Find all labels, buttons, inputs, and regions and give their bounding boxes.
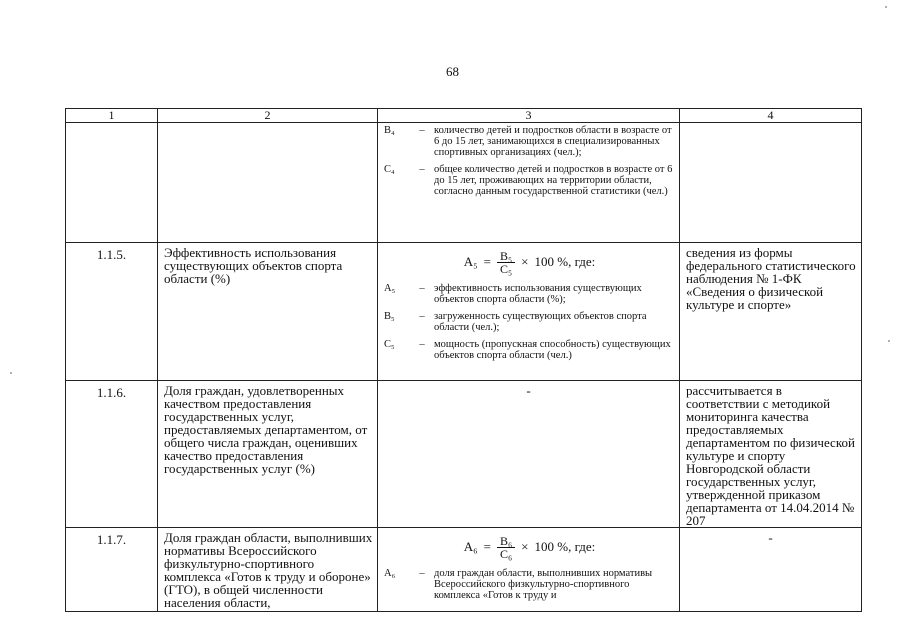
formula-fraction [497,250,515,275]
formula-denominator: C₆ [499,546,513,561]
column-header-1: 1 [66,109,158,123]
indicator-name: Доля граждан области, выполнивших нормативы Всероссийского физкультурно-спортивного комплекса «Готов к труду и обороне» (ГТО), в общей численности населения области, [158,528,378,612]
scan-speck [885,6,887,8]
table-row [66,381,862,528]
formula-equals: = [483,539,491,554]
data-source: сведения из формы федерального статистического наблюдения № 1-ФК «Сведения о физической культуре и спорте» [680,243,862,381]
scan-speck [888,340,890,342]
formula-rhs: 100 %, где: [534,539,596,554]
definition-text: количество детей и подростков области в возрасте от 6 до 15 лет, занимающихся в специализированных спортивных организациях (чел.); [434,125,672,158]
formula-numerator: B₅ [497,250,515,263]
definition-item [384,311,675,333]
table-row [66,243,862,381]
definition-dash: – [419,164,425,175]
calculation-cell [378,243,680,381]
formula-equals: = [483,254,491,269]
formula-numerator: B₆ [497,535,515,548]
column-header-2: 2 [158,109,378,123]
row-number: 1.1.6. [66,381,158,528]
definition-text: общее количество детей и подростков в возрасте от 6 до 15 лет, проживающих на территории области, согласно данным государственной статистики (чел.) [434,164,673,197]
page-number: 68 [446,64,459,79]
definition-symbol: C₅ [384,339,395,350]
definition-item [384,125,675,158]
row-number: 1.1.5. [66,243,158,381]
formula-times: × [521,539,529,554]
definition-symbol: A₆ [384,568,396,579]
data-source: - [680,528,862,612]
formula [384,247,675,277]
calculation-cell: - [378,381,680,528]
definition-item [384,339,675,361]
definition-text: загруженность существующих объектов спорта области (чел.); [434,311,647,333]
formula-times: × [521,254,529,269]
definition-symbol: B₅ [384,311,395,322]
definition-text: эффективность использования существующих объектов спорта области (%); [434,283,642,305]
row-number [66,123,158,243]
table-row [66,528,862,612]
table-header-row [66,109,862,123]
definition-text: мощность (пропускная способность) существующих объектов спорта области (чел.) [434,339,671,361]
column-header-3: 3 [378,109,680,123]
column-header-4: 4 [680,109,862,123]
definition-dash: – [419,125,425,136]
definition-symbol: C₄ [384,164,395,175]
data-source [680,123,862,243]
formula-fraction [497,535,515,560]
definition-dash: – [419,339,425,350]
definition-dash: – [419,283,425,294]
indicator-name [158,123,378,243]
definition-text: доля граждан области, выполнивших нормативы Всероссийского физкультурно-спортивного комплекса «Готов к труду и [434,568,653,601]
row-number: 1.1.7. [66,528,158,612]
definition-symbol: B₄ [384,125,395,136]
indicator-name: Эффективность использования существующих объектов спорта области (%) [158,243,378,381]
definition-item [384,283,675,305]
data-source: рассчитывается в соответствии с методикой мониторинга качества предоставляемых департаментом по физической культуре и спорту Новгородской области государственных услуг, утвержденной приказом департамента от 14.04.2014 № 207 [680,381,862,528]
definition-dash: – [419,568,425,579]
formula [384,532,675,562]
formula-lhs: A₅ [463,254,478,269]
definition-symbol: A₅ [384,283,396,294]
calculation-cell [378,123,680,243]
formula-denominator: C₅ [499,261,513,276]
calculation-cell [378,528,680,612]
formula-rhs: 100 %, где: [534,254,596,269]
definition-item [384,568,675,601]
definition-item [384,164,675,197]
formula-lhs: A₆ [463,539,478,554]
definition-dash: – [419,311,425,322]
scan-speck [10,372,12,374]
indicators-table [65,108,862,612]
table-row [66,123,862,243]
indicator-name: Доля граждан, удовлетворенных качеством предоставления государственных услуг, предоставляемых департаментом, от общего числа граждан, оценивших качество предоставления государственных услуг (%) [158,381,378,528]
